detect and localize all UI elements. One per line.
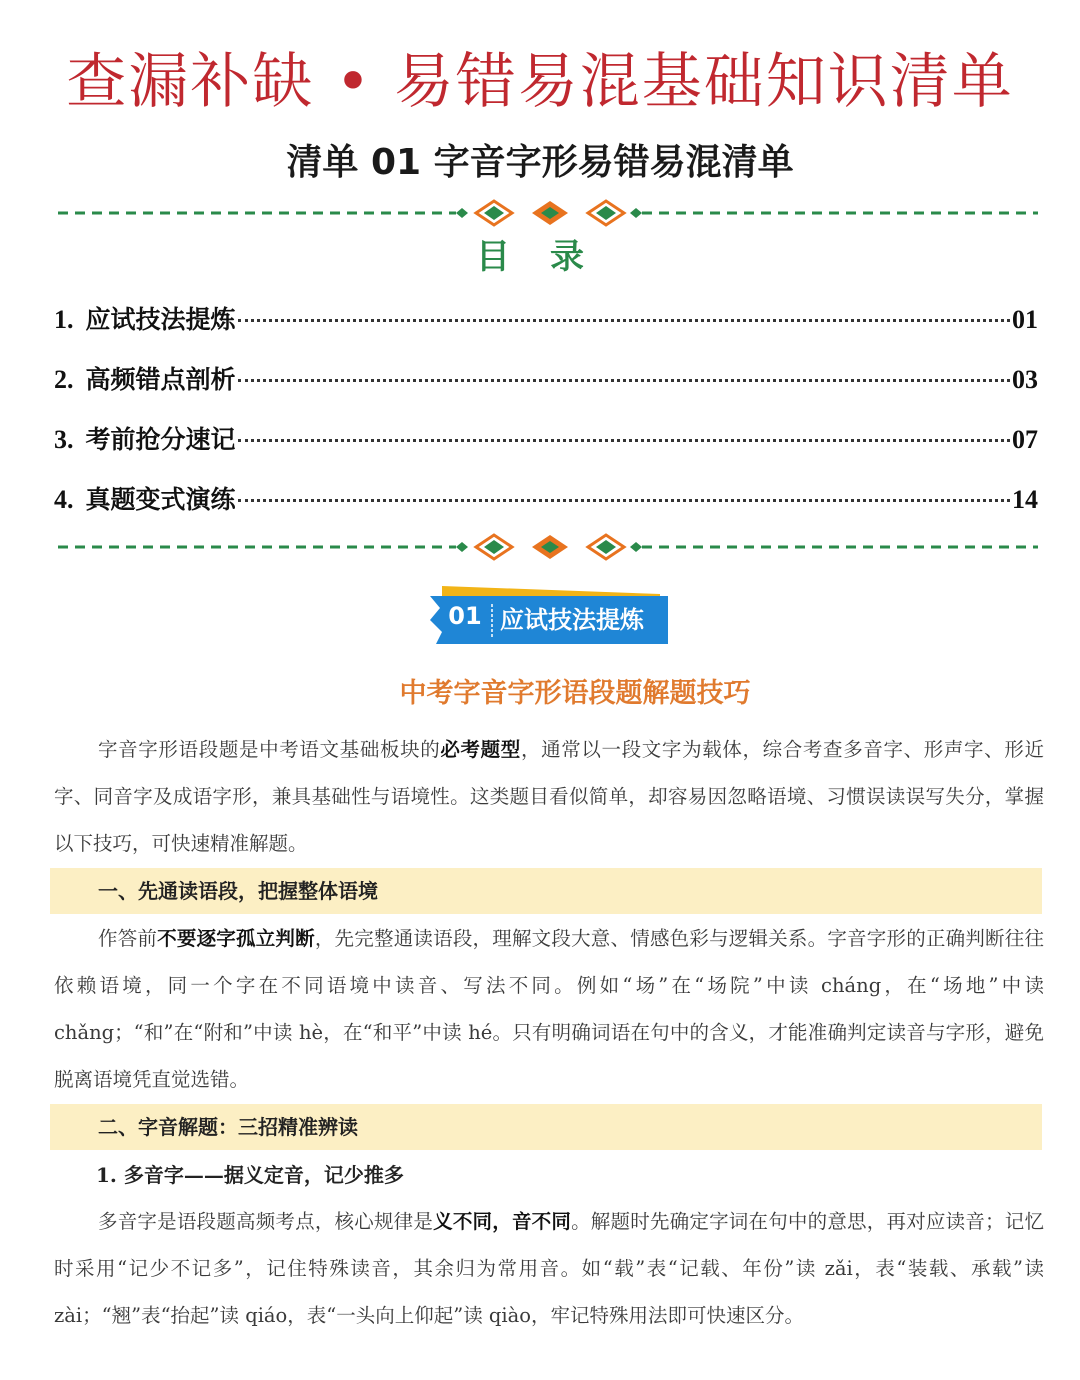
badge-number: 01 (448, 602, 482, 630)
toc-item-number: 1. (54, 305, 74, 334)
heading-band-1 (50, 868, 1042, 914)
heading-band-2 (50, 1104, 1042, 1150)
toc-item-page: 01 (1012, 305, 1038, 334)
main-title: 查漏补缺 • 易错易混基础知识清单 (66, 47, 1014, 117)
toc-list (54, 296, 1038, 536)
toc-leader-dots (238, 379, 1010, 382)
toc-item-label: 考前抢分速记 (85, 425, 236, 454)
toc-leader-dots (238, 439, 1010, 442)
toc-item-label: 高频错点剖析 (85, 365, 236, 394)
paragraph-polyphone: 多音字是语段题高频考点，核心规律是义不同，音不同。解题时先确定字词在句中的意思，再对应读音；记忆时采用“记少不记多”，记住特殊读音，其余归为常用音。如“载”表“记载、年份”读 zǎi，表“装载、承载”读 zài；“翘”表“抬起”读 qiáo，表“一头向上仰起”读 qiào，牢记特殊用法即可快速区分。 (54, 1210, 1044, 1327)
diamond-ornament-icon (58, 198, 1038, 228)
section-title: 中考字音字形语段题解题技巧 (399, 678, 751, 709)
toc-leader-dots (238, 499, 1010, 502)
toc-item[interactable] (54, 476, 1038, 536)
sub-title: 清单 01 字音字形易错易混清单 (286, 142, 794, 183)
section-badge (428, 584, 672, 648)
subheading: 1. 多音字——据义定音，记少推多 (96, 1163, 404, 1187)
badge-label: 应试技法提炼 (500, 606, 644, 634)
toc-item[interactable] (54, 416, 1038, 476)
diamond-ornament-icon (58, 532, 1038, 562)
toc-item-number: 3. (54, 425, 74, 454)
paragraph-context: 作答前不要逐字孤立判断，先完整通读语段，理解文段大意、情感色彩与逻辑关系。字音字形的正确判断往往依赖语境，同一个字在不同语境中读音、写法不同。例如“场”在“场院”中读 cháng，在“场地”中读 chǎng；“和”在“附和”中读 hè，在“和平”中读 hé。只有明确词语在句中的含义，才能准确判定读音与字形，避免脱离语境凭直觉选错。 (54, 927, 1044, 1091)
divider-bottom (58, 532, 1038, 562)
bold-emphasis: 义不同，音不同 (433, 1210, 572, 1233)
toc-leader-dots (238, 319, 1010, 322)
intro-paragraph: 字音字形语段题是中考语文基础板块的必考题型，通常以一段文字为载体，综合考查多音字、形声字、形近字、同音字及成语字形，兼具基础性与语境性。这类题目看似简单，却容易因忽略语境、习惯误读误写失分，掌握以下技巧，可快速精准解题。 (54, 738, 1044, 855)
toc-item-page: 14 (1012, 485, 1038, 514)
toc-item-page: 07 (1012, 425, 1038, 454)
toc-item-page: 03 (1012, 365, 1038, 394)
divider-top (58, 198, 1038, 228)
toc-item-label: 真题变式演练 (85, 485, 236, 514)
bold-emphasis: 不要逐字孤立判断 (157, 927, 315, 950)
toc-heading: 目录 (476, 237, 624, 277)
toc-item-label: 应试技法提炼 (85, 305, 236, 334)
toc-item[interactable] (54, 356, 1038, 416)
band-heading: 一、先通读语段，把握整体语境 (98, 879, 378, 903)
bold-emphasis: 必考题型 (440, 738, 521, 761)
band-heading: 二、字音解题：三招精准辨读 (98, 1115, 358, 1139)
toc-item[interactable] (54, 296, 1038, 356)
toc-item-number: 2. (54, 365, 74, 394)
toc-item-number: 4. (54, 485, 74, 514)
